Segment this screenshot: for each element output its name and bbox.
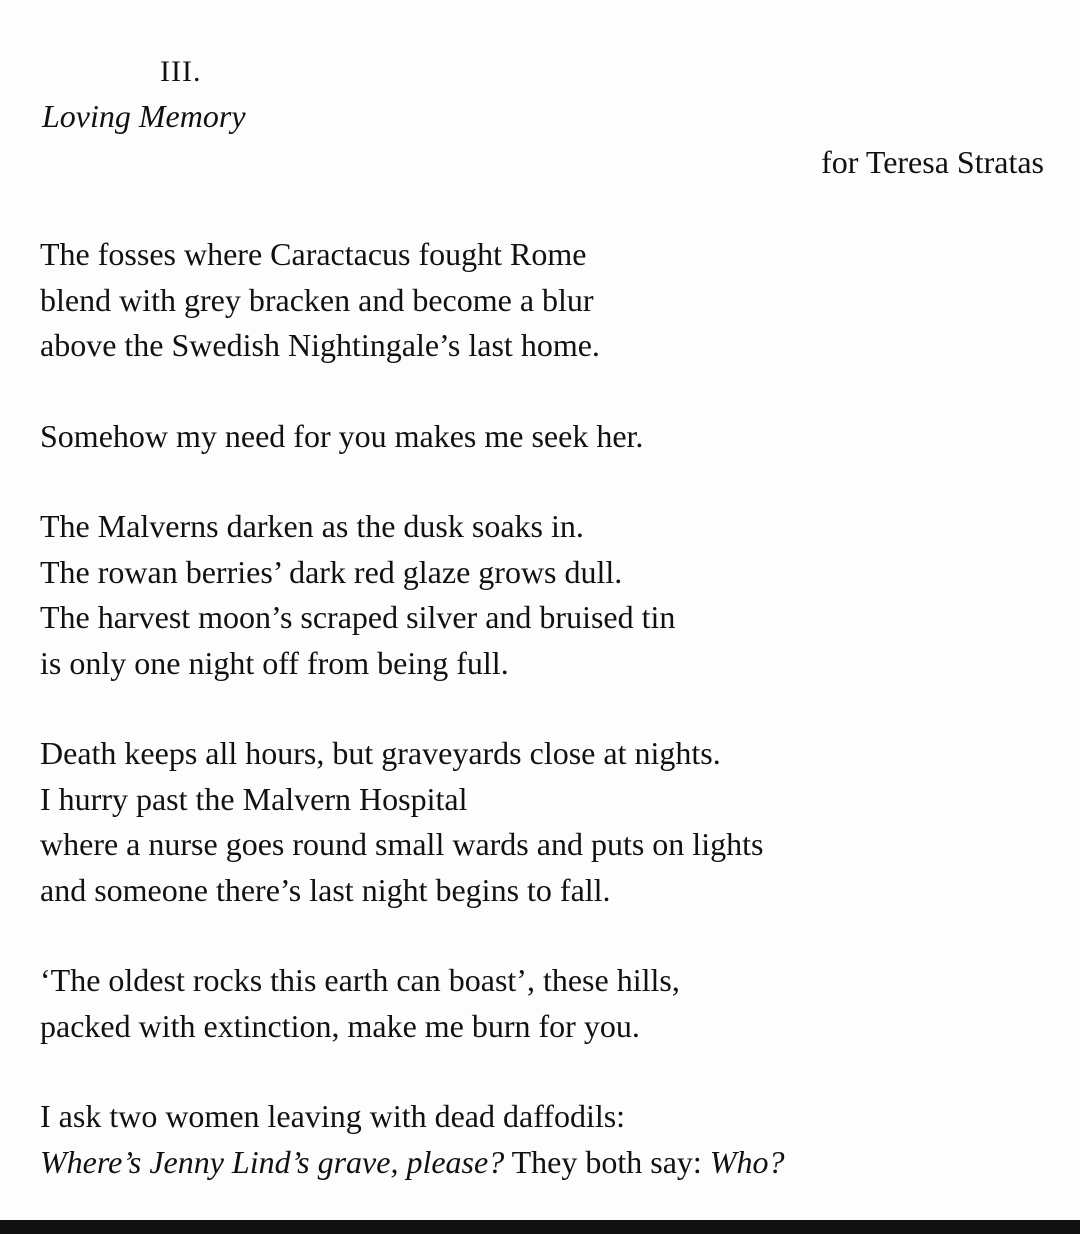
stanza-break [40,686,1050,731]
poem-line: Somehow my need for you makes me seek her. [40,417,644,454]
poem-line: and someone there’s last night begins to fall. [40,871,611,908]
stanza-6 [40,1094,1050,1185]
roman-text: They both say: [504,1143,710,1180]
poem-line-mixed [40,1140,1050,1186]
poem-line: The harvest moon’s scraped silver and bruised tin [40,599,676,635]
poem-line: ‘The oldest rocks this earth can boast’, these hills, [40,962,680,998]
poem-title: Loving Memory [42,98,246,134]
stanza-4 [40,731,1050,913]
stanza-3 [40,504,1050,686]
bottom-border-bar [0,1220,1080,1234]
poem-body [40,232,1050,1185]
stanza-break [40,913,1050,958]
poem-line: I ask two women leaving with dead daffodils: [40,1098,626,1134]
poem-line: is only one night off from being full. [40,644,509,681]
poem-line: Death keeps all hours, but graveyards close at nights. [40,735,721,771]
poem-line: blend with grey bracken and become a blur [40,281,594,318]
stanza-5 [40,958,1050,1049]
poem-line: I hurry past the Malvern Hospital [40,780,468,817]
stanza-break [40,459,1050,504]
poem-line: The Malverns darken as the dusk soaks in. [40,508,584,544]
poem-line: packed with extinction, make me burn for you. [40,1007,640,1044]
stanza-break [40,1049,1050,1094]
italic-question: Where’s Jenny Lind’s grave, please? [40,1143,505,1180]
dedication: for Teresa Stratas [821,144,1044,180]
poem-line: The fosses where Caractacus fought Rome [40,236,587,272]
poem-line: The rowan berries’ dark red glaze grows dull. [40,553,623,590]
stanza-2 [40,414,1050,460]
poem-line: where a nurse goes round small wards and puts on lights [40,826,764,862]
stanza-break [40,369,1050,414]
section-number: III. [160,55,202,88]
italic-reply: Who? [709,1143,785,1180]
stanza-1 [40,232,1050,369]
poem-line: above the Swedish Nightingale’s last home. [40,327,600,363]
